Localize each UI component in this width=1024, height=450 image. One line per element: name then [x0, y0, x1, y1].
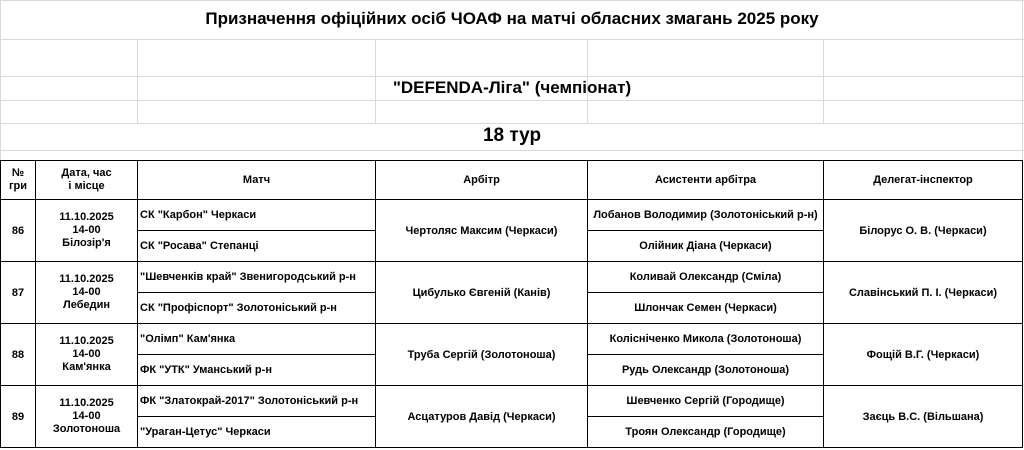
table-row	[1, 386, 1023, 417]
game-place: Кам'янка	[62, 361, 111, 373]
game-date: 11.10.2025	[59, 335, 114, 347]
table-row	[1, 324, 1023, 355]
game-datetime-place	[36, 200, 138, 262]
delegate: Білорус О. В. (Черкаси)	[824, 200, 1023, 262]
referee: Асцатуров Давід (Черкаси)	[376, 386, 588, 448]
game-date: 11.10.2025	[59, 397, 114, 409]
game-time: 14-00	[72, 348, 101, 360]
game-time: 14-00	[72, 410, 101, 422]
league-title: "DEFENDA-Ліга" (чемпіонат)	[392, 78, 632, 97]
document-title: Призначення офіційних осіб ЧОАФ на матчі обласних змагань 2025 року	[205, 9, 819, 28]
appointments-table	[0, 160, 1023, 448]
referee: Цибулько Євгеній (Канів)	[376, 262, 588, 324]
header-assistants: Асистенти арбітра	[588, 161, 824, 200]
header-referee: Арбітр	[376, 161, 588, 200]
game-date: 11.10.2025	[59, 273, 114, 285]
header-match: Матч	[138, 161, 376, 200]
assistant-1: Колісніченко Микола (Золотоноша)	[588, 324, 824, 355]
away-team: СК "Профіспорт" Золотоніський р-н	[138, 293, 376, 324]
assistant-1: Коливай Олександр (Сміла)	[588, 262, 824, 293]
away-team: "Ураган-Цетус" Черкаси	[138, 417, 376, 448]
game-number: 87	[1, 262, 36, 324]
assistant-2: Троян Олександр (Городище)	[588, 417, 824, 448]
delegate: Славінський П. І. (Черкаси)	[824, 262, 1023, 324]
assistant-1: Шевченко Сергій (Городище)	[588, 386, 824, 417]
game-place: Лебедин	[63, 299, 110, 311]
away-team: ФК "УТК" Уманський р-н	[138, 355, 376, 386]
game-time: 14-00	[72, 224, 101, 236]
referee: Чертоляс Максим (Черкаси)	[376, 200, 588, 262]
home-team: СК "Карбон" Черкаси	[138, 200, 376, 231]
table-row	[1, 200, 1023, 231]
game-date: 11.10.2025	[59, 211, 114, 223]
home-team: ФК "Златокрай-2017" Золотоніський р-н	[138, 386, 376, 417]
table-row	[1, 262, 1023, 293]
game-place: Золотоноша	[52, 423, 121, 435]
home-team: "Олімп" Кам'янка	[138, 324, 376, 355]
game-datetime-place	[36, 386, 138, 448]
game-time: 14-00	[72, 286, 101, 298]
header-date: Дата, час і місце	[36, 161, 138, 200]
game-number: 86	[1, 200, 36, 262]
assistant-2: Шлончак Семен (Черкаси)	[588, 293, 824, 324]
game-number: 88	[1, 324, 36, 386]
header-delegate: Делегат-інспектор	[824, 161, 1023, 200]
assistant-2: Рудь Олександр (Золотоноша)	[588, 355, 824, 386]
table-header-row	[1, 161, 1023, 200]
home-team: "Шевченків край" Звенигородський р-н	[138, 262, 376, 293]
game-datetime-place	[36, 324, 138, 386]
game-datetime-place	[36, 262, 138, 324]
game-number: 89	[1, 386, 36, 448]
away-team: СК "Росава" Степанці	[138, 231, 376, 262]
assistant-2: Олійник Діана (Черкаси)	[588, 231, 824, 262]
assistant-1: Лобанов Володимир (Золотоніський р-н)	[588, 200, 824, 231]
delegate: Заєць В.С. (Вільшана)	[824, 386, 1023, 448]
referee: Труба Сергій (Золотоноша)	[376, 324, 588, 386]
header-game-number: № гри	[1, 161, 36, 200]
round-title: 18 тур	[482, 125, 542, 146]
game-place: Білозір'я	[62, 237, 111, 249]
delegate: Фощій В.Г. (Черкаси)	[824, 324, 1023, 386]
